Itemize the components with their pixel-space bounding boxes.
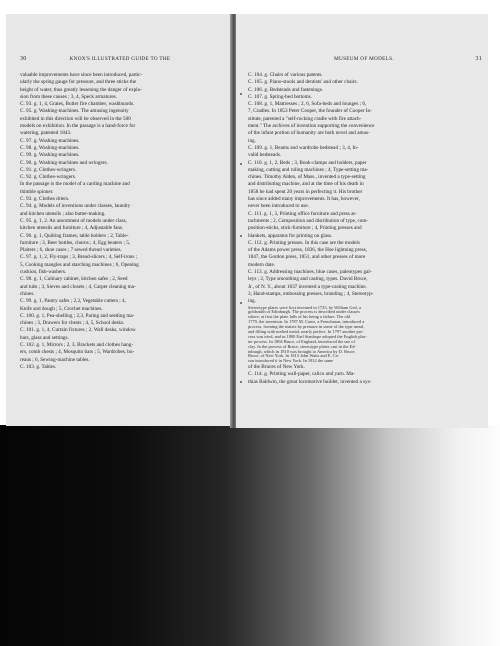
binding-hole: [240, 93, 242, 95]
text-line: tachments ; 2, Composition and distribution of type, com-: [248, 217, 369, 224]
text-line: and distributing machine, and at the time of his death in: [248, 181, 364, 188]
text-line: C. 93. g. Clothes driers.: [20, 196, 70, 203]
text-line: In the passage is the model of a carding machine and: [20, 181, 130, 188]
text-line: thimble spinner.: [20, 188, 54, 195]
text-line: clay. In the process of Bruce, stereotype plates cast in the Ed-: [248, 344, 356, 349]
text-line: C. 94. g. Models of inventions under classes, laundry: [20, 203, 131, 210]
text-line: kitchen utensils and furniture ; 4, Adjustable fans.: [20, 225, 124, 232]
text-line: C. 109. g. 1, Beams and wardrobe bedstead ; 3, 4, In-: [248, 144, 359, 151]
text-line: making, cutting and ruling machines ; 4, Type-setting ma-: [248, 166, 369, 173]
right-page-text: [248, 72, 480, 386]
text-line: watering, patented 1843.: [20, 130, 72, 137]
text-line: C. 98. g. 1, Culinary cabinet, kitchen safes ; 2, Seed: [20, 276, 128, 283]
text-line: C. 110. g. 1, 2, Beds ; 3, Book-clamps and holders, paper: [248, 159, 367, 166]
text-line: C. 95. g. 1, 2. An assortment of models under class,: [20, 217, 127, 224]
text-line: 7, Cradles. In 1853 Peter Cooper, the founder of Cooper In-: [248, 108, 372, 115]
text-line: leys ; 2, Type smoothing and casting, types. David Bruce,: [248, 276, 368, 283]
text-line: sion from these causes ; 3, 4, Speck armatures.: [20, 93, 117, 100]
text-line: C. 100. g. 1, Pea-shelling ; 2,3, Paring and seeding ma-: [20, 312, 135, 319]
text-line: C. 97. g. Washing-machines.: [20, 137, 80, 144]
text-line: Knife and dough ; 5, Crochet machines.: [20, 305, 103, 312]
text-line: blankets, apparatus for printing on glass.: [248, 232, 333, 239]
text-line: ers, comb chests ; 4, Mosquito bars ; 5, Wardrobes, bu-: [20, 349, 135, 356]
text-line: height of water, thus greatly lessening the danger of explo-: [20, 86, 142, 93]
text-line: and filling with melted metal, nearly perfect. In 1797 another pro-: [248, 329, 364, 334]
right-page-number: 31: [475, 56, 482, 62]
text-line: where, at first the plate falls of his being a failure. The old: [248, 315, 351, 320]
text-line: valuable improvements have since been introduced, partic-: [20, 72, 143, 78]
dark-background: [0, 425, 500, 646]
text-line: ing.: [248, 137, 256, 144]
text-line: C. 108. g. 1, Mattresses ; 2, 6, Sofa-beds and lounges ; 6,: [248, 101, 367, 108]
text-line: Stereotype plates were first invented in 1725, by William Ged, a: [248, 305, 361, 310]
text-line: 3, Hand-stamps, embossing presses, branding ; 4, Stereotyp-: [248, 290, 374, 297]
text-line: goldsmith of Edinburgh. The process is described under clauses: [248, 310, 360, 315]
text-line: cushion, fish-washers.: [20, 269, 67, 276]
text-line: Bruce, of New York. In 1813 John Watts and E. Ca-: [248, 354, 340, 359]
text-line: C. 107. g. Spring-bed bottoms.: [248, 93, 312, 100]
left-page-text: [20, 72, 220, 371]
text-line: and tubs ; 3, Sieves and closets ; 4, Carpet cleaning ma-: [20, 283, 136, 290]
text-line: of the infant portion of humanity are both novel and amus-: [248, 130, 370, 137]
text-line: C. 99. g. 1, Pantry safes ; 2,3, Vegetable cutters ; 4,: [20, 298, 126, 305]
binding-hole: [240, 235, 242, 237]
text-line: C. 95. g. Washing-machines. The amusing ingenuity: [20, 108, 129, 115]
binding-hole: [240, 302, 242, 304]
text-line: C. 105. g. Piano-stools and dentists' and other chairs.: [248, 79, 358, 86]
text-line: and kitchen utensils ; also butter-making.: [20, 210, 106, 217]
text-line: ing.: [248, 298, 256, 305]
text-line: models on exhibition. In the passage is a hand-force for: [20, 123, 136, 130]
binding-hole: [240, 381, 242, 383]
text-line: chines. Timothy Alden, of Mass., invented a type-setting: [248, 174, 366, 181]
text-line: chines.: [20, 290, 35, 297]
text-line: Jr., of N. Y., about 1837 invented a type-casting machine.: [248, 283, 367, 290]
text-line: position-sticks, stick-furniture ; 4, Printing presses and: [248, 225, 362, 232]
text-line: 1779, the invention. In 1787 M. Carez, a Frenchman, introduced a: [248, 320, 365, 325]
text-line: never been introduced to use.: [248, 203, 309, 210]
text-line: ment." The archives of invention supporting the convenience: [248, 123, 375, 130]
text-line: C. 98. g. Washing-machines.: [20, 144, 80, 151]
text-line: C. 113. g. Addressing machines, blue cases, paleotypes gal-: [248, 269, 372, 276]
left-page: [6, 14, 233, 426]
text-line: Plaiters ; 6, shoe cases ; 7 sewed thread varieties.: [20, 247, 122, 254]
text-line: C. 103. g. Tables.: [20, 363, 57, 370]
text-line: valid bedsteads.: [248, 152, 282, 159]
text-line: reaus ; 6, Sewing-machine tables.: [20, 356, 90, 363]
text-line: ter process. In 1804 Bruce, of England, introduced the use of: [248, 339, 355, 344]
text-line: C. 102. g. 1, Mirrors ; 2, 3, Brackets and clothes hang-: [20, 341, 134, 348]
text-line: cess was tried, and in 1800 Earl Stanhope adopted the English plas-: [248, 334, 367, 339]
text-line: stitute, patented a "self-rocking cradle with fire attach-: [248, 115, 362, 122]
text-line: of the Bruces of New York.: [248, 364, 305, 371]
text-line: C. 111. g. 1, 3, Printing office furniture and press at-: [248, 210, 357, 217]
text-line: son introduced it in New York. In 1812 the same: [248, 359, 334, 364]
right-page: [236, 14, 488, 428]
binding-hole: [240, 163, 242, 165]
text-line: C. 112. g. Printing presses. In this case are the models: [248, 239, 360, 246]
text-line: 1847, the Gordon press, 1851, and other presses of more: [248, 254, 366, 261]
text-line: C. 97. g. 1, 2, Fly-traps ; 3, Bread-slicers ; 4, Self-irons ;: [20, 254, 138, 261]
text-line: C. 93. g. 1, 4, Grates, Butler fire chamber, washboards.: [20, 101, 135, 108]
left-running-head: KNOX'S ILLUSTRATED GUIDE TO THE: [69, 56, 171, 62]
text-line: 5, Cooking mangles and starching machines ; 6, Opening: [20, 261, 139, 268]
text-line: C. 96. g. 1, Quilting frames, table holders ; 2, Table-: [20, 232, 129, 239]
text-line: C. 114. g. Printing wall-paper, calico and yarn. Ma-: [248, 371, 355, 378]
text-line: C. 91. g. Clothes-wringers.: [20, 166, 77, 173]
text-line: C. 92. g. Clothes-wringers.: [20, 174, 77, 181]
text-line: ularly the spring gauge for pressure, and three sticks the: [20, 79, 137, 86]
right-running-head: MUSEUM OF MODELS.: [334, 56, 394, 62]
text-line: modern date.: [248, 261, 276, 268]
text-line: inburgh, which in 1810 was brought to America by D. Bruce,: [248, 349, 356, 354]
left-page-header: [20, 54, 220, 64]
text-line: of the Adams power press, 1836, the Hoe lightning press,: [248, 247, 368, 254]
text-line: C. 104. g. Chairs of various patents.: [248, 72, 323, 78]
text-line: exhibited in this direction will be observed in the 500: [20, 115, 131, 122]
text-line: C. 99. g. Washing-machines.: [20, 152, 80, 159]
text-line: C. 106. g. Bedsteads and fastenings.: [248, 86, 324, 93]
text-line: C. 101. g. 1, 4, Curtain fixtures ; 2, Wall desks, window: [20, 327, 136, 334]
text-line: process, forming the matrix by pressure in some of the type metal,: [248, 325, 365, 330]
text-line: C. 90. g. Washing-machines and wringers.: [20, 159, 108, 166]
right-page-header: [246, 54, 482, 64]
text-line: bars, glass and settings.: [20, 334, 69, 341]
text-line: 1858 he had spent 20 years in perfecting it. His brother: [248, 188, 363, 195]
text-line: furniture ; 3, Beer bottles, churns ; 4, Egg beaters ; 5,: [20, 239, 131, 246]
left-page-number: 30: [20, 56, 27, 62]
text-line: chines ; 3, Drawers for chests ; 4, 5, School desks.: [20, 320, 125, 327]
text-line: has since added many improvements. It has, however,: [248, 196, 360, 203]
text-line: thias Baldwin, the great locomotive builder, invented a sys-: [248, 378, 372, 385]
